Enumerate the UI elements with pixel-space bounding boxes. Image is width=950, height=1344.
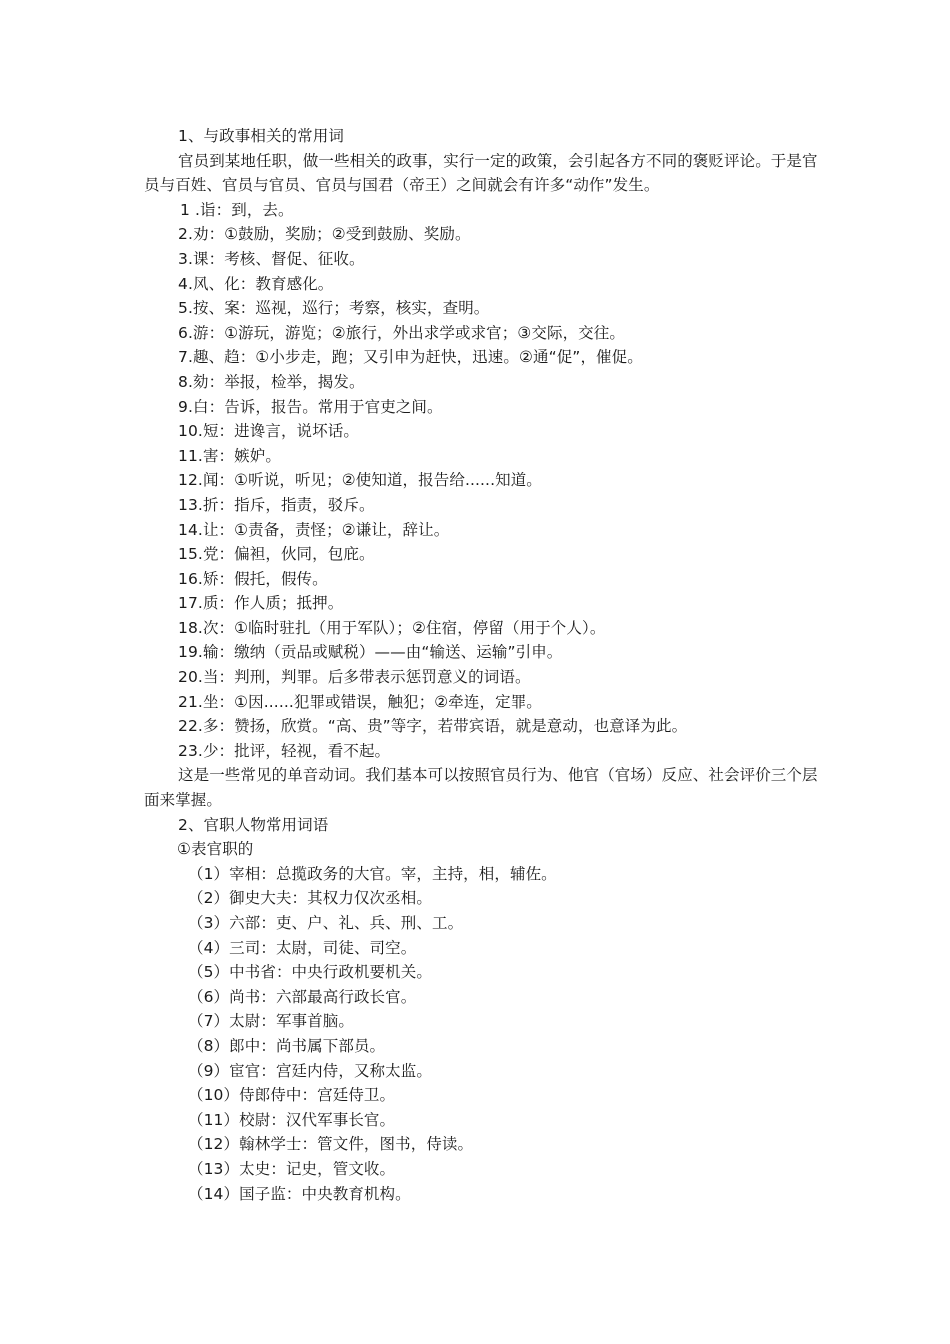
verb-item-4: 4.风、化：教育感化。 [178, 274, 334, 293]
verb-item-12: 12.闻：①听说，听见；②使知道，报告给......知道。 [178, 471, 542, 490]
verb-item-7: 7.趣、趋：①小步走，跑；又引申为赶快，迅速。②通“促”，催促。 [178, 348, 643, 367]
verb-item-23: 23.少：批评，轻视，看不起。 [178, 741, 391, 760]
verb-item-18: 18.次：①临时驻扎（用于军队）；②住宿，停留（用于个人）。 [178, 618, 606, 637]
office-item-9: （9）宦官：宫廷内侍，又称太监。 [188, 1061, 432, 1080]
verb-item-14: 14.让：①责备，责怪；②谦让，辞让。 [178, 520, 450, 539]
verb-item-1: 1 .诣：到，去。 [180, 200, 294, 219]
section-2-subheading: ①表官职的 [177, 840, 254, 859]
office-item-7: （7）太尉：军事首脑。 [188, 1012, 354, 1031]
verb-item-3: 3.课：考核、督促、征收。 [178, 249, 365, 268]
verb-item-9: 9.白：告诉，报告。常用于官吏之间。 [178, 397, 443, 416]
office-item-3: （3）六部：吏、户、礼、兵、刑、工。 [188, 914, 464, 932]
verb-item-20: 20.当：判刑，判罪。后多带表示惩罚意义的词语。 [178, 668, 531, 687]
verb-item-15: 15.党：偏袒，伙同，包庇。 [178, 545, 375, 564]
section-1-summary: 这是一些常见的单音动词。我们基本可以按照官员行为、他官（官场）反应、社会评价三个层面来掌握。 [144, 766, 818, 810]
verb-item-11: 11.害：嫉妒。 [178, 446, 281, 465]
verb-item-6: 6.游：①游玩，游览；②旅行，外出求学或求官；③交际，交往。 [178, 323, 625, 342]
verb-item-5: 5.按、案：巡视，巡行；考察，核实，查明。 [178, 299, 490, 318]
office-item-12: （12）翰林学士：管文件，图书，侍读。 [188, 1135, 474, 1154]
section-2-heading: 2、官职人物常用词语 [178, 815, 329, 834]
office-item-4: （4）三司：太尉，司徒、司空。 [188, 938, 417, 957]
office-item-10: （10）侍郎侍中：宫廷侍卫。 [188, 1086, 396, 1105]
verb-item-22: 22.多：赞扬，欣赏。“高、贵”等字，若带宾语，就是意动，也意译为此。 [178, 717, 688, 736]
verb-item-8: 8.劾：举报，检举，揭发。 [178, 372, 365, 391]
office-item-6: （6）尚书：六部最高行政长官。 [188, 987, 417, 1006]
office-item-13: （13）太史：记史，管文收。 [188, 1159, 396, 1178]
office-item-5: （5）中书省：中央行政机要机关。 [188, 963, 432, 982]
verb-item-21: 21.坐：①因......犯罪或错误，触犯；②牵连，定罪。 [178, 692, 542, 711]
office-item-8: （8）郎中：尚书属下部员。 [188, 1036, 386, 1055]
verb-item-19: 19.输：缴纳（贡品或赋税）——由“输送、运输”引申。 [178, 643, 563, 662]
office-item-2: （2）御史大夫：其权力仅次丞相。 [188, 889, 432, 908]
verb-item-17: 17.质：作人质；抵押。 [178, 594, 344, 613]
section-1-intro: 官员到某地任职，做一些相关的政事，实行一定的政策，会引起各方不同的褒贬评论。于是官员与百姓、官员与官员、官员与国君（帝王）之间就会有许多“动作”发生。 [144, 151, 818, 195]
verb-item-13: 13.折：指斥，指责，驳斥。 [178, 495, 375, 514]
verb-item-16: 16.矫：假托，假传。 [178, 569, 328, 588]
office-item-11: （11）校尉：汉代军事长官。 [188, 1110, 396, 1129]
section-1-heading: 1、与政事相关的常用词 [178, 127, 344, 145]
office-item-1: （1）宰相：总揽政务的大官。宰，主持，相，辅佐。 [188, 864, 557, 883]
verb-item-2: 2.劝：①鼓励，奖励；②受到鼓励、奖励。 [178, 225, 471, 244]
office-item-14: （14）国子监：中央教育机构。 [188, 1184, 411, 1203]
document-body [144, 124, 824, 1206]
verb-item-10: 10.短：进谗言，说坏话。 [178, 422, 359, 441]
